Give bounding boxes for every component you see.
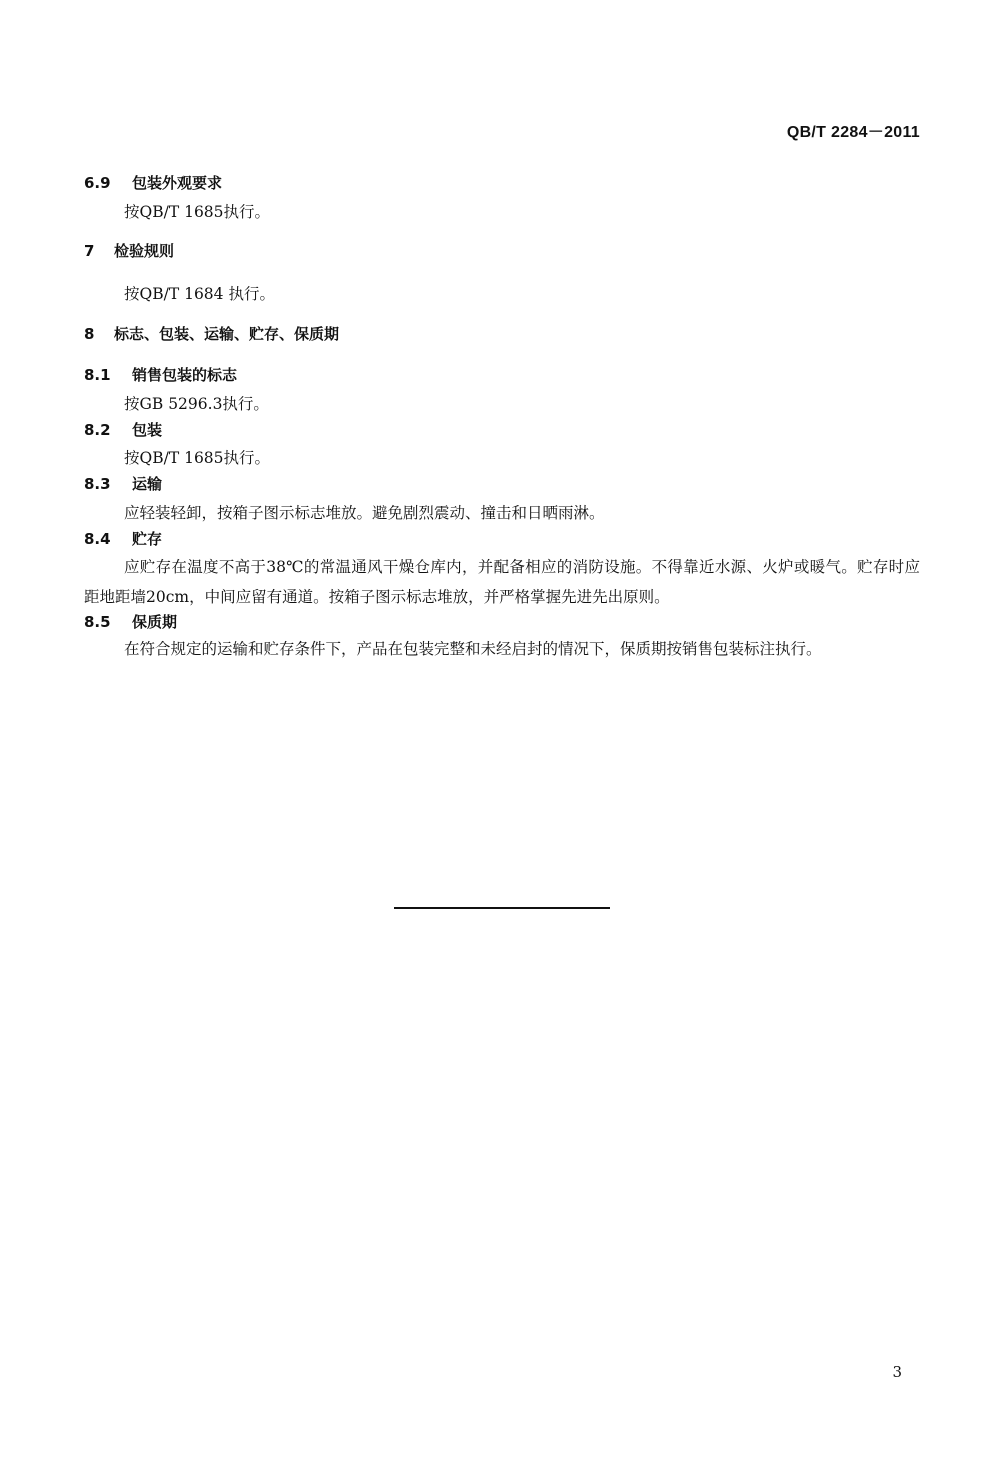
section-8-1-number: 8.1 — [84, 366, 111, 384]
section-7-number: 7 — [84, 242, 95, 260]
section-8-title: 标志、包装、运输、贮存、保质期 — [114, 325, 340, 343]
section-8-5-heading — [84, 611, 177, 632]
section-7-body: 按QB/T 1684 执行。 — [124, 285, 275, 303]
section-8-4-body: 应贮存在温度不高于38℃的常温通风干燥仓库内，并配备相应的消防设施。不得靠近水源、火炉或暖气。贮存时应距地距墙20cm，中间应留有通道。按箱子图示标志堆放，并严格掌握先进先出原则。 — [84, 558, 920, 606]
section-8-4-heading — [84, 528, 162, 549]
standard-code: QB/T 2284－2011 — [786, 124, 920, 141]
section-8-3-heading — [84, 473, 162, 494]
section-8-1-title: 销售包装的标志 — [132, 366, 238, 384]
section-8-4-number: 8.4 — [84, 530, 111, 548]
section-7-title: 检验规则 — [114, 242, 175, 260]
section-8-1-heading — [84, 364, 237, 385]
page-number: 3 — [892, 1363, 902, 1381]
section-7-heading — [84, 240, 174, 261]
section-6-9-number: 6.9 — [84, 174, 111, 192]
section-8-heading — [84, 323, 339, 344]
section-8-2-body: 按QB/T 1685执行。 — [124, 449, 271, 467]
section-8-number: 8 — [84, 325, 95, 343]
section-8-3-body: 应轻装轻卸，按箱子图示标志堆放。避免剧烈震动、撞击和日晒雨淋。 — [124, 504, 605, 522]
section-8-2-title: 包装 — [132, 421, 163, 439]
section-8-4-title: 贮存 — [132, 530, 163, 548]
section-8-5-number: 8.5 — [84, 613, 111, 631]
section-8-3-number: 8.3 — [84, 475, 111, 493]
section-8-5-title: 保质期 — [132, 613, 178, 631]
section-8-5-body: 在符合规定的运输和贮存条件下，产品在包装完整和未经启封的情况下，保质期按销售包装标注执行。 — [124, 640, 822, 658]
section-8-2-heading — [84, 419, 162, 440]
section-8-1-body: 按GB 5296.3执行。 — [124, 395, 269, 413]
section-6-9-title: 包装外观要求 — [132, 174, 223, 192]
section-6-9-heading — [84, 172, 222, 193]
section-8-3-title: 运输 — [132, 475, 163, 493]
section-6-9-body: 按QB/T 1685执行。 — [124, 203, 271, 221]
end-rule — [394, 907, 610, 909]
section-8-2-number: 8.2 — [84, 421, 111, 439]
